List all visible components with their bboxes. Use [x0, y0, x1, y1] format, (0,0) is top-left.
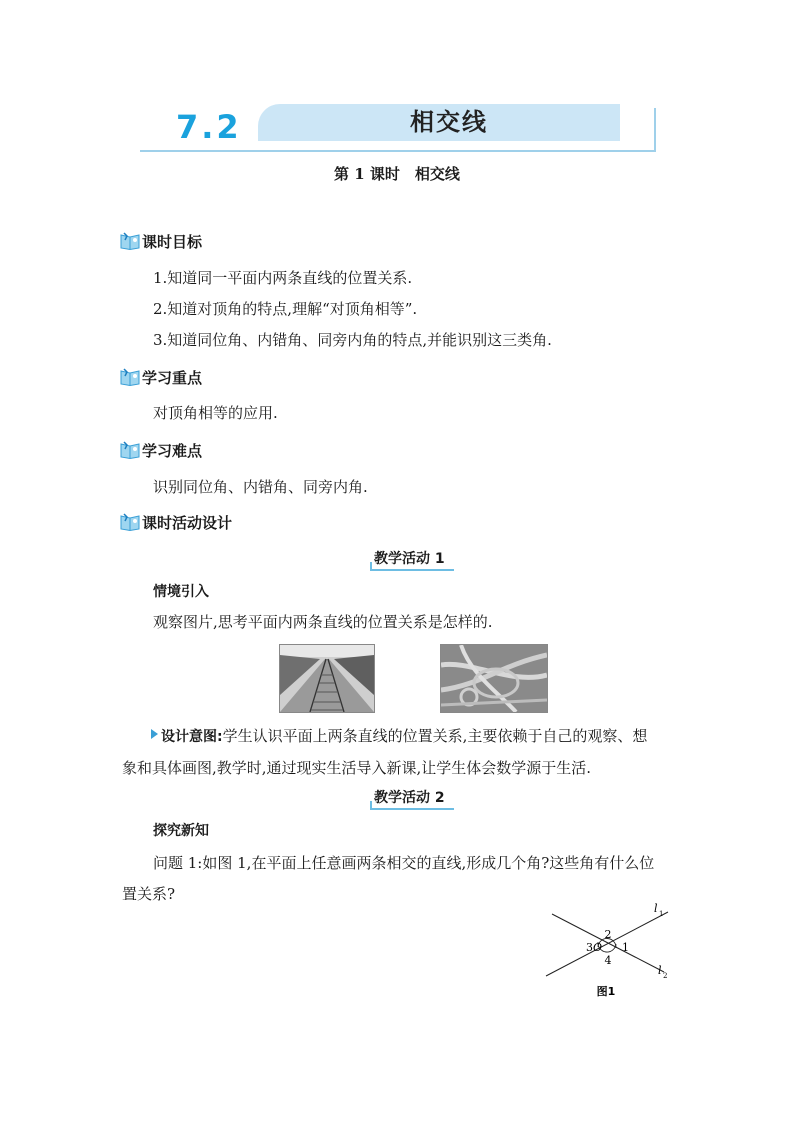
design-intent-label: 设计意图: — [161, 729, 223, 745]
question1-text: 问题 1:如图 1,在平面上任意画两条相交的直线,形成几个角?这些角有什么位 — [153, 854, 655, 872]
book-icon — [120, 513, 140, 531]
line-subscript: 1 — [659, 910, 664, 918]
angle-label: 4 — [604, 954, 612, 967]
key-points-text: 对顶角相等的应用. — [153, 404, 278, 422]
difficulties-title: 学习难点 — [142, 442, 203, 460]
activity1-text: 观察图片,思考平面内两条直线的位置关系是怎样的. — [153, 613, 493, 631]
activity-rule — [370, 569, 454, 571]
key-points-title: 学习重点 — [142, 369, 203, 387]
figure-caption: 图1 — [596, 985, 616, 998]
activity2-subtitle: 探究新知 — [153, 823, 209, 839]
activity1-label: 教学活动 1 — [374, 551, 445, 567]
activity2-label: 教学活动 2 — [374, 790, 445, 806]
railway-photo — [279, 644, 375, 713]
point-label: O — [593, 941, 603, 954]
question1-text-2: 置关系? — [122, 885, 176, 903]
lesson-title: 第 1 课时 相交线 — [334, 165, 460, 183]
goal-item: 2.知道对顶角的特点,理解“对顶角相等”. — [153, 300, 418, 318]
book-icon — [120, 441, 140, 459]
triangle-marker-icon — [151, 729, 158, 739]
section-number: 7.2 — [176, 108, 242, 146]
interchange-photo — [440, 644, 548, 713]
activity1-subtitle: 情境引入 — [153, 584, 209, 600]
goal-item: 1.知道同一平面内两条直线的位置关系. — [153, 269, 413, 287]
design-intent-text: 学生认识平面上两条直线的位置关系,主要依赖于自己的观察、想 — [222, 727, 648, 745]
activity-rule — [370, 808, 454, 810]
angle-label: 3 — [586, 941, 593, 954]
angle-label: 1 — [622, 941, 629, 954]
figure1-diagram — [540, 900, 680, 1000]
design-title: 课时活动设计 — [142, 514, 233, 532]
goal-item: 3.知道同位角、内错角、同旁内角的特点,并能识别这三类角. — [153, 331, 552, 349]
goals-title: 课时目标 — [142, 233, 203, 251]
difficulties-text: 识别同位角、内错角、同旁内角. — [153, 478, 368, 496]
design-intent-text-2: 象和具体画图,教学时,通过现实生活导入新课,让学生体会数学源于生活. — [122, 759, 592, 777]
line-label: l — [658, 964, 662, 977]
line-label: l — [654, 902, 658, 915]
line-subscript: 2 — [663, 972, 668, 980]
book-icon — [120, 368, 140, 386]
book-icon — [120, 232, 140, 250]
angle-label: 2 — [604, 928, 612, 941]
section-title: 相交线 — [410, 108, 488, 136]
design-intent-line — [161, 726, 647, 747]
